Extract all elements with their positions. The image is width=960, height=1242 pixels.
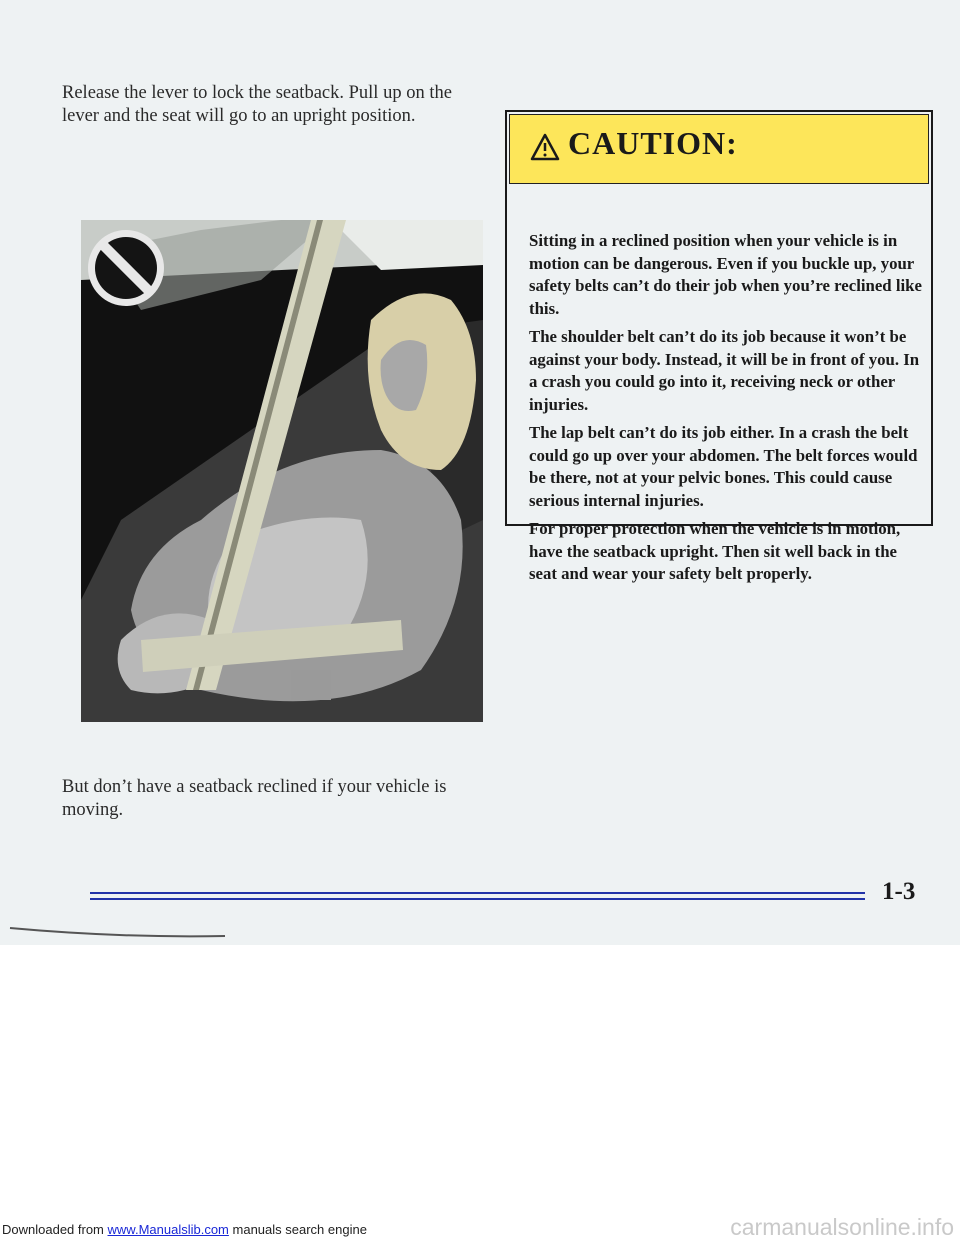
watermark: carmanualsonline.info [730,1214,954,1240]
download-credit [2,1222,367,1237]
reclined-seat-illustration [81,220,483,722]
caution-paragraph: The lap belt can’t do its job either. In a crash the belt could go up over your abdomen. The belt forces would be there, not at your pelvic bones. This could cause serious internal injuries. [529,423,918,510]
illustration-art [81,220,483,722]
caution-box [505,110,933,583]
manualslib-link[interactable]: www.Manualslib.com [107,1222,229,1237]
caution-title: CAUTION: [568,125,738,161]
warning-triangle-icon [530,133,560,161]
caution-body [529,230,924,592]
download-prefix: Downloaded from [2,1222,104,1237]
caution-paragraph: The shoulder belt can’t do its job because it won’t be against your body. Instead, it will be in front of you. In a crash you could go into it, receiving neck or other injuries. [529,327,920,414]
footer-rule [90,892,880,908]
caution-header [509,114,929,184]
caution-paragraph: For proper protection when the vehicle is in motion, have the seatback upright. Then sit well back in the seat and wear your safety belt properly. [529,519,901,583]
caution-paragraph: Sitting in a reclined position when your vehicle is in motion can be dangerous. Even if you buckle up, your safety belts can’t do their job when you’re reclined like this. [529,231,922,318]
page-number: 1-3 [882,878,916,905]
download-suffix: manuals search engine [232,1222,367,1237]
scan-mark [0,924,230,944]
lead-paragraph: Release the lever to lock the seatback. Pull up on the lever and the seat will go to an upright position. [62,83,452,126]
bottom-paragraph: But don’t have a seatback reclined if your vehicle is moving. [62,777,447,820]
